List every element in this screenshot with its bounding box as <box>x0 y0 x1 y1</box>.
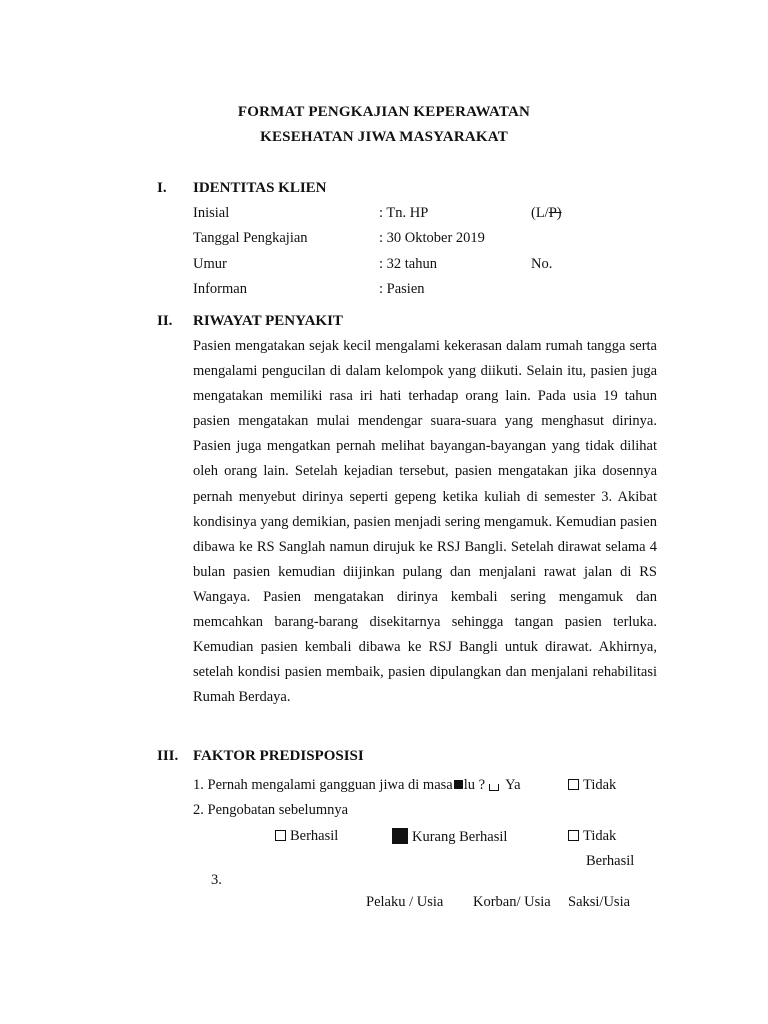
checkbox-icon[interactable] <box>568 830 579 841</box>
section-3-title: FAKTOR PREDISPOSISI <box>193 748 364 764</box>
informan-label: Informan <box>193 281 247 297</box>
bracket-icon <box>489 784 499 791</box>
inisial-label: Inisial <box>193 205 230 221</box>
umur-label: Umur <box>193 256 227 272</box>
checkbox-icon[interactable] <box>275 830 286 841</box>
option-tidak-berhasil-line1: Tidak <box>583 828 617 844</box>
option-kurang-berhasil-label: Kurang Berhasil <box>412 829 508 845</box>
document-title-line1: FORMAT PENGKAJIAN KEPERAWATAN <box>237 104 531 120</box>
question-2: 2. Pengobatan sebelumnya <box>193 802 349 818</box>
checked-checkbox-icon[interactable] <box>392 828 408 844</box>
gender-struck: P) <box>548 205 562 221</box>
document-title-line2: KESEHATAN JIWA MASYARAKAT <box>260 129 508 145</box>
option-tidak-label: Tidak <box>583 777 617 793</box>
informan-value: : Pasien <box>379 281 425 297</box>
option-berhasil-label: Berhasil <box>290 828 339 844</box>
tanggal-label: Tanggal Pengkajian <box>193 230 308 246</box>
option-tidak[interactable] <box>568 777 616 794</box>
gender-prefix: (L/ <box>531 205 549 221</box>
option-ya: Ya <box>505 777 521 793</box>
gender-field <box>531 205 562 222</box>
option-tidak-berhasil[interactable] <box>568 828 616 845</box>
option-berhasil[interactable] <box>275 828 338 845</box>
question-1-prefix: 1. Pernah mengalami gangguan jiwa di masa <box>193 777 453 793</box>
section-2-title: RIWAYAT PENYAKIT <box>193 313 343 329</box>
umur-value: : 32 tahun <box>379 256 437 272</box>
option-tidak-berhasil-line2: Berhasil <box>586 853 635 869</box>
riwayat-penyakit-paragraph: Pasien mengatakan sejak kecil mengalami kekerasan dalam rumah tangga serta mengalami pengucilan di dalam kelompok yang diikuti. Selain itu, pasien juga mengatakan memiliki rasa iri hati terhadap orang lain. Pada usia 19 tahun pasien mengatakan mulai mendengar suara-suara yang menghasut dirinya. Pasien juga mengatkan pernah melihat bayangan-bayangan yang tidak dilihat oleh orang lain. Setelah kejadian tersebut, pasien mengatakan jika dosennya pernah menyebut dirinya seperti gepeng ketika kuliah di semester 3. Akibat kondisinya yang demikian, pasien menjadi sering mengamuk. Kemudian pasien dibawa ke RS Sanglah namun dirujuk ke RSJ Bangli. Setelah dirawat selama 4 bulan pasien kemudian diijinkan pulang dan menjalani rawat jalan di RS Wangaya. Pasien mengatakan dirinya kembali sering mengamuk dan memcahkan barang-barang disekitarnya sehingga tangan pasien terluka. Kemudian pasien kembali dibawa ke RSJ Bangli untuk dirawat. Akhirnya, setelah kondisi pasien membaik, pasien dipulangkan dan menjalani rehabilitasi Rumah Berdaya. <box>193 338 657 706</box>
question-1-suffix: lu ? <box>463 777 486 793</box>
inisial-value: : Tn. HP <box>379 205 429 221</box>
tanggal-value: : 30 Oktober 2019 <box>379 230 485 246</box>
column-pelaku: Pelaku / Usia <box>366 894 444 910</box>
question-1 <box>193 777 521 794</box>
filled-square-icon <box>454 780 463 789</box>
checkbox-icon[interactable] <box>568 779 579 790</box>
question-3: 3. <box>211 872 222 888</box>
column-saksi: Saksi/Usia <box>568 894 631 910</box>
option-kurang-berhasil[interactable] <box>392 828 507 846</box>
column-korban: Korban/ Usia <box>473 894 551 910</box>
section-3-number: III. <box>157 748 179 764</box>
no-label: No. <box>531 256 553 272</box>
section-2-number: II. <box>157 313 173 329</box>
section-1-title: IDENTITAS KLIEN <box>193 180 327 196</box>
section-1-number: I. <box>157 180 167 196</box>
